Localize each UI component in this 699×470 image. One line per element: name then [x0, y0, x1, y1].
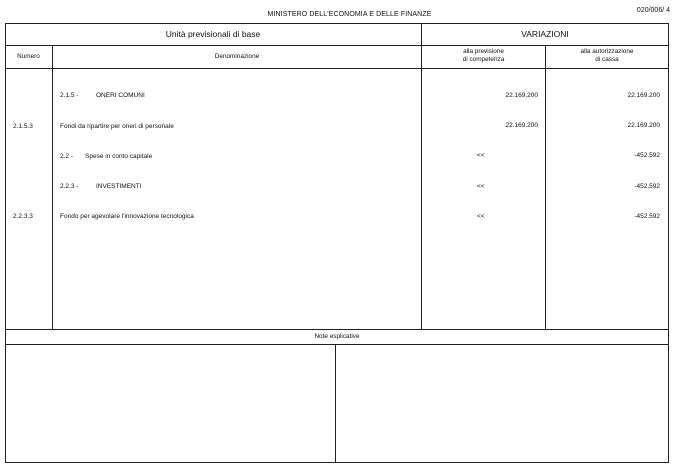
row-cassa: -452.592 [634, 152, 660, 159]
page-reference: 020/006/ 4 [636, 7, 670, 14]
row-competenza: << [477, 152, 485, 159]
row-denominazione: ONERI COMUNI [96, 92, 145, 99]
column-header-competenza-line2: di competenza [462, 56, 505, 63]
row-competenza: 22.169.200 [505, 92, 538, 99]
row-denominazione: Spese in conto capitale [85, 153, 153, 160]
column-header-competenza [422, 48, 545, 64]
row-competenza: 22.169.200 [505, 122, 538, 129]
row-numero: 2.1.5.3 [13, 123, 33, 130]
row-denominazione: INVESTIMENTI [96, 183, 142, 190]
row-cassa: 22.169.200 [627, 122, 660, 129]
notes-panel-right [336, 345, 668, 462]
row-cassa: 22.169.200 [627, 92, 660, 99]
row-competenza: << [477, 213, 485, 220]
row-code: 2.2.3 - [60, 183, 79, 190]
column-header-competenza-line1: alla previsione [463, 48, 504, 55]
header-unita-previsionali: Unità previsionali di base [165, 29, 261, 39]
ministry-title: MINISTERO DELL'ECONOMIA E DELLE FINANZE [267, 11, 432, 18]
row-numero: 2.2.3.3 [13, 213, 33, 220]
column-header-cassa-line2: di cassa [595, 56, 619, 63]
notes-panel-left [6, 345, 335, 462]
notes-title: Note esplicative [314, 333, 360, 340]
row-code: 2.2 - [60, 153, 74, 160]
column-header-numero: Numero [17, 53, 40, 60]
column-header-cassa [546, 48, 668, 64]
column-header-cassa-line1: alla autorizzazione [580, 48, 634, 55]
row-cassa: -452.592 [634, 213, 660, 220]
row-cassa: -452.592 [634, 183, 660, 190]
column-header-denominazione: Denominazione [214, 53, 260, 60]
row-code: 2.1.5 - [60, 92, 79, 99]
row-competenza: << [477, 183, 485, 190]
row-denominazione: Fondi da ripartire per oneri di personale [60, 123, 174, 130]
header-variazioni: VARIAZIONI [521, 29, 569, 39]
row-denominazione: Fondo per agevolare l'innovazione tecnologica [60, 213, 194, 220]
